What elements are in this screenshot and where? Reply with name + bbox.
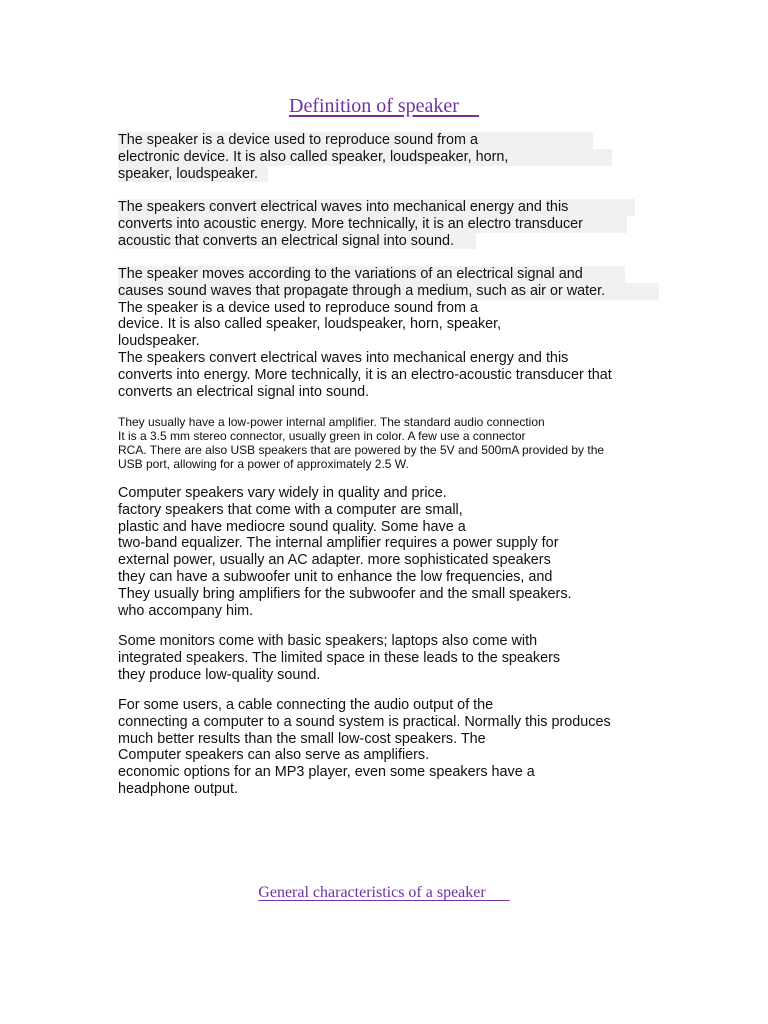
text-line: converts an electrical signal into sound. xyxy=(118,383,370,400)
text-line: USB port, allowing for a power of approximately 2.5 W. xyxy=(118,457,409,471)
text-line: converts into acoustic energy. More technically, it is an electro transducer xyxy=(118,216,627,233)
text-line: Computer speakers vary widely in quality and price. xyxy=(118,485,447,501)
text-line: integrated speakers. The limited space in these leads to the speakers xyxy=(118,649,561,666)
text-line: loudspeaker. xyxy=(118,333,200,350)
paragraph-6 xyxy=(118,633,560,683)
text-line: The speakers convert electrical waves into mechanical energy and this xyxy=(118,199,635,216)
text-line: much better results than the small low-cost speakers. The xyxy=(118,730,486,747)
text-line: who accompany him. xyxy=(118,602,254,619)
text-line: electronic device. It is also called speaker, loudspeaker, horn, xyxy=(118,149,612,166)
text-line: The speaker is a device used to reproduce sound from a xyxy=(118,299,478,316)
title-general-characteristics: General characteristics of a speaker xyxy=(258,884,510,901)
text-line: The speakers convert electrical waves into mechanical energy and this xyxy=(118,349,569,366)
text-line: causes sound waves that propagate through a medium, such as air or water. xyxy=(118,283,659,300)
text-line: external power, usually an AC adapter. more sophisticated speakers xyxy=(118,552,551,569)
text-line: The speaker is a device used to reproduce sound from a xyxy=(118,132,593,149)
text-line: The speaker moves according to the variations of an electrical signal and xyxy=(118,266,625,283)
text-line: they can have a subwoofer unit to enhance the low frequencies, and xyxy=(118,568,553,585)
text-line: headphone output. xyxy=(118,780,239,797)
text-line: RCA. There are also USB speakers that are powered by the 5V and 500mA provided by the xyxy=(118,443,605,457)
text-line: Computer speakers can also serve as amplifiers. xyxy=(118,747,430,764)
text-line: They usually bring amplifiers for the subwoofer and the small speakers. xyxy=(118,585,572,602)
paragraph-7 xyxy=(118,697,611,798)
paragraph-5 xyxy=(118,485,572,619)
text-line: they produce low-quality sound. xyxy=(118,666,321,683)
text-line: Some monitors come with basic speakers; laptops also come with xyxy=(118,633,538,649)
paragraph-3 xyxy=(118,266,659,400)
paragraph-2 xyxy=(118,199,635,249)
text-line: factory speakers that come with a computer are small, xyxy=(118,501,463,518)
title-definition: Definition of speaker xyxy=(289,95,479,117)
text-line: converts into energy. More technically, it is an electro-acoustic transducer that xyxy=(118,366,612,383)
text-line: For some users, a cable connecting the audio output of the xyxy=(118,697,494,713)
text-line: acoustic that converts an electrical signal into sound. xyxy=(118,233,476,250)
text-line: speaker, loudspeaker. xyxy=(118,166,268,183)
paragraph-4 xyxy=(118,415,604,471)
text-line: plastic and have mediocre sound quality. Some have a xyxy=(118,518,466,535)
text-line: two-band equalizer. The internal amplifier requires a power supply for xyxy=(118,535,559,552)
text-line: device. It is also called speaker, loudspeaker, horn, speaker, xyxy=(118,316,502,333)
text-line: They usually have a low-power internal amplifier. The standard audio connection xyxy=(118,415,545,429)
text-line: connecting a computer to a sound system is practical. Normally this produces xyxy=(118,713,611,730)
text-line: It is a 3.5 mm stereo connector, usually green in color. A few use a connector xyxy=(118,429,526,443)
paragraph-1 xyxy=(118,132,612,182)
text-line: economic options for an MP3 player, even some speakers have a xyxy=(118,764,535,781)
